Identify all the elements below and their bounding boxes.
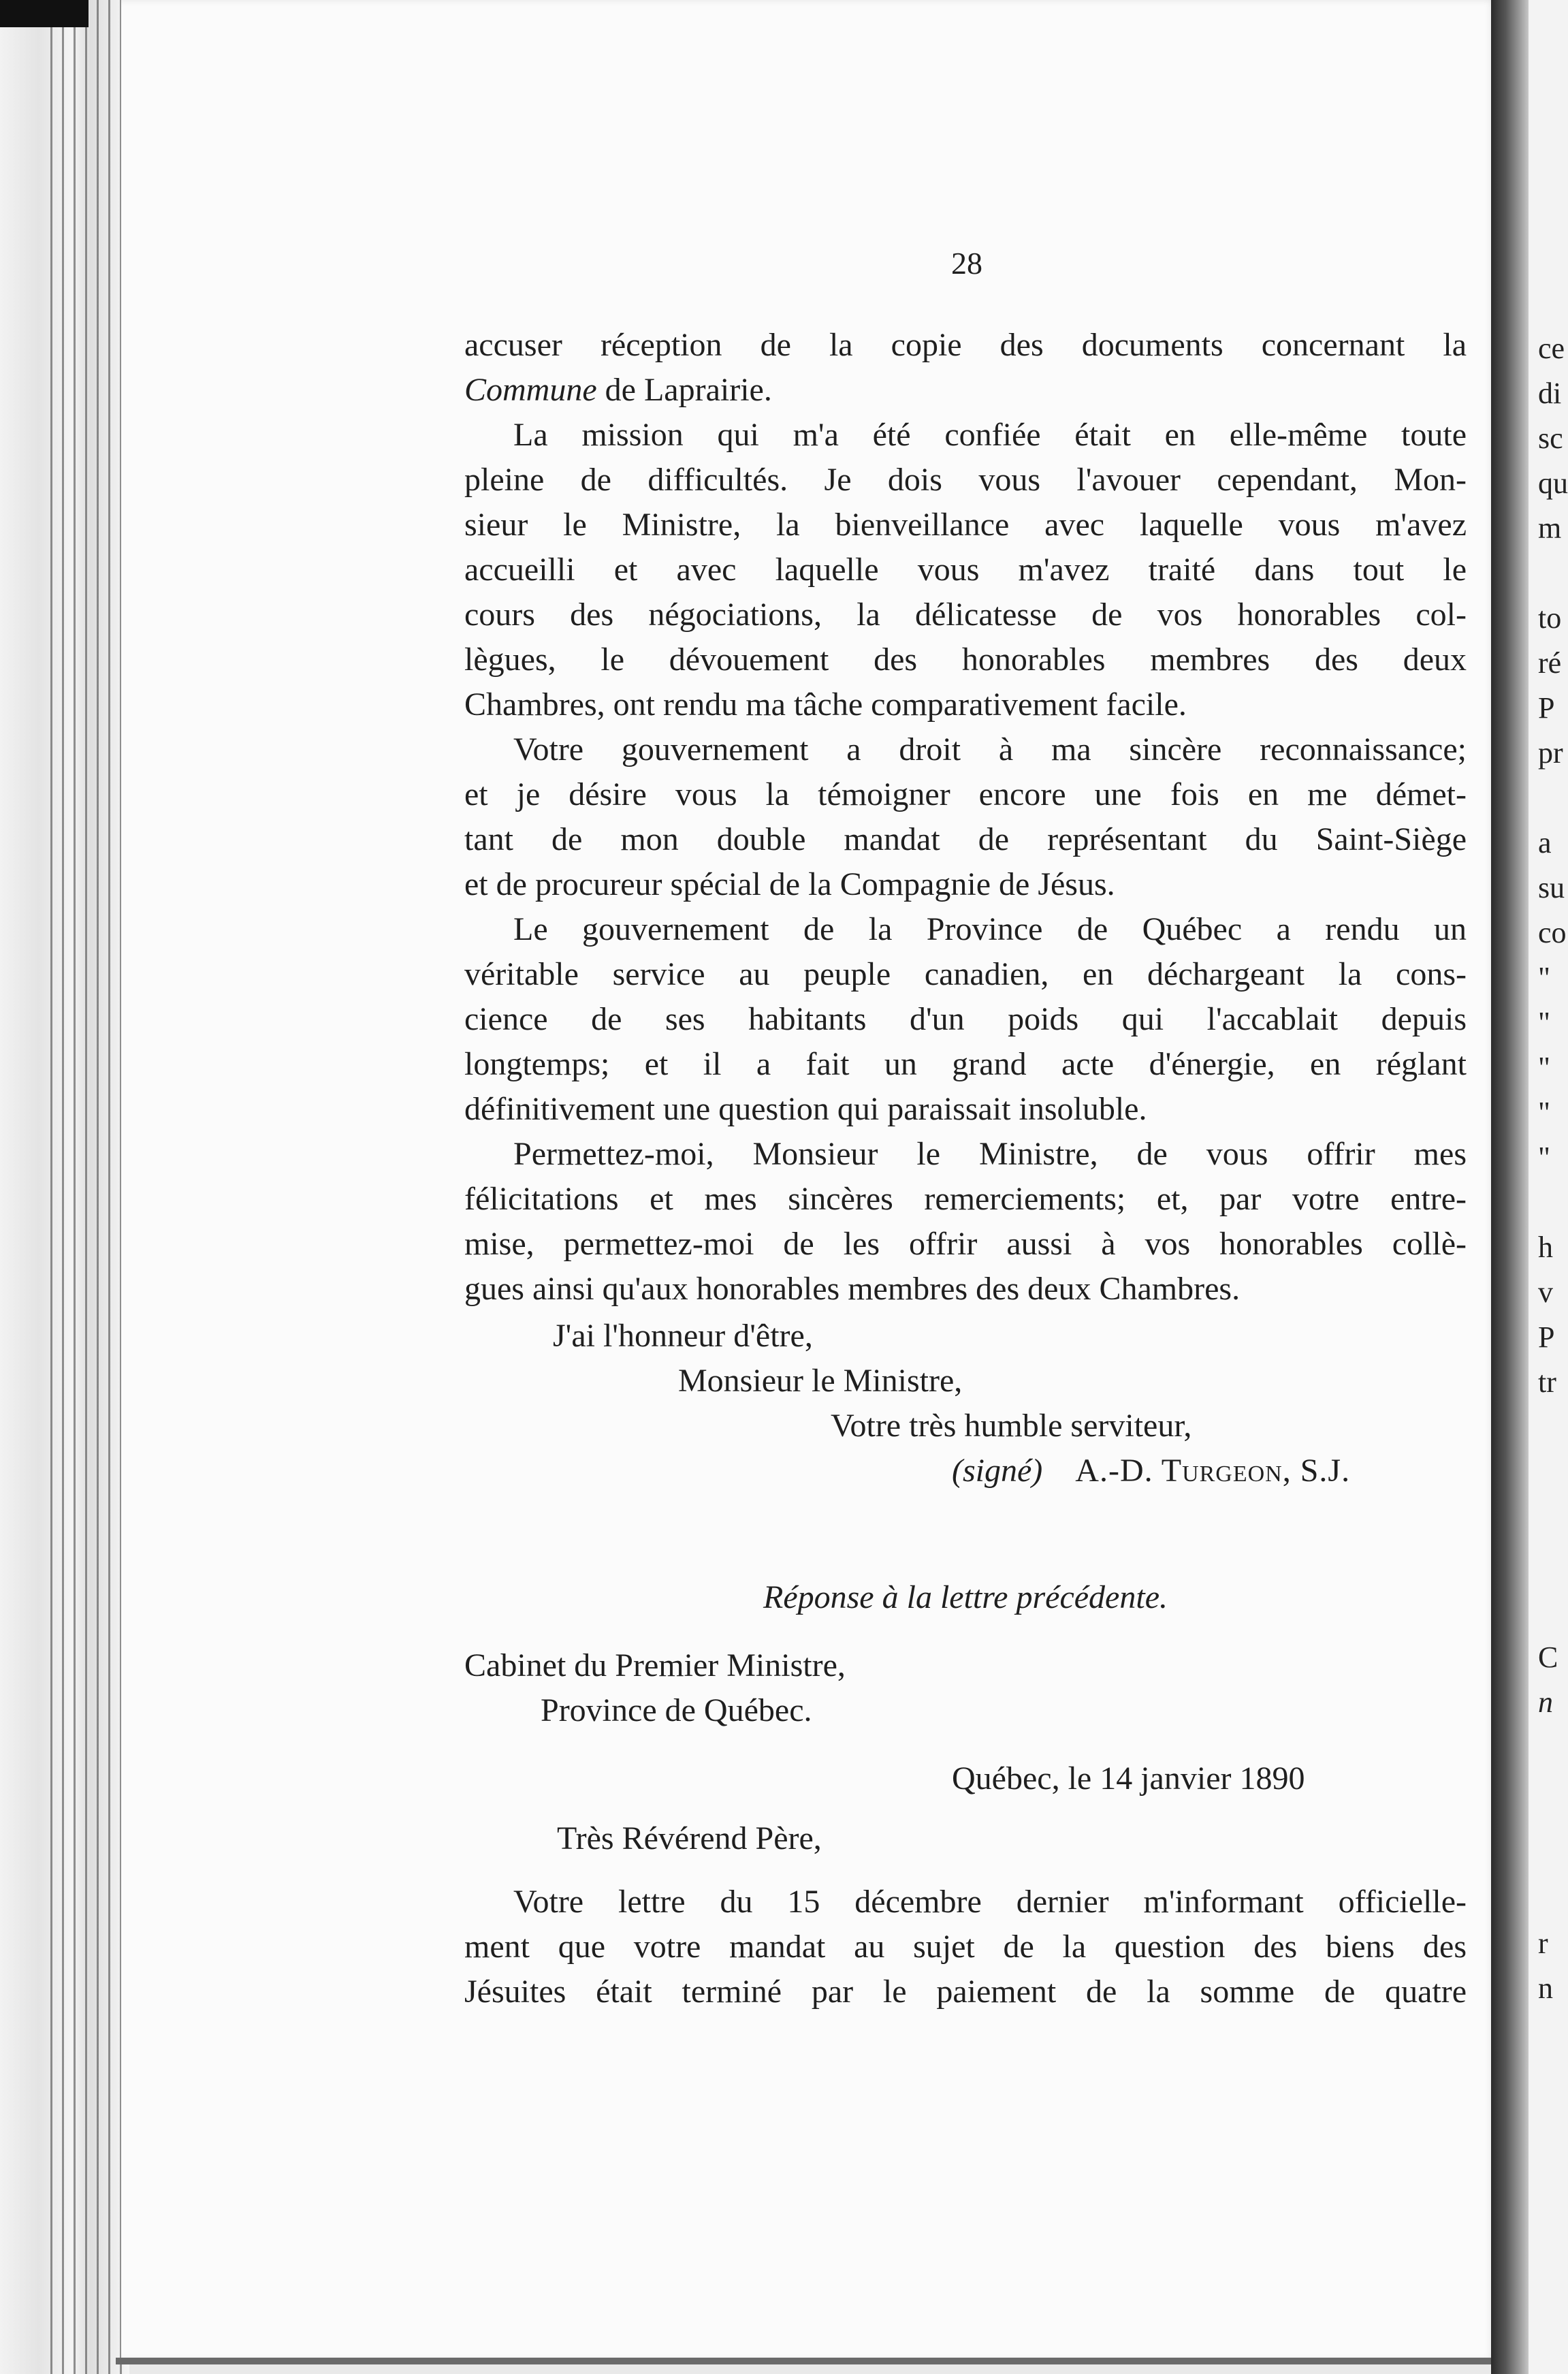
page-bottom-edge [116,2358,1505,2364]
adjacent-fragment: di [1538,377,1562,410]
page-stack-lines [41,0,123,2374]
text-line: tant de mon double mandat de représentant du Saint-Siège [464,821,1467,857]
adjacent-fragment: " [1538,1051,1550,1084]
adjacent-fragment: " [1538,961,1550,994]
adjacent-fragment: P [1538,1320,1555,1354]
text-line: cours des négociations, la délicatesse de vos honorables col- [464,597,1467,633]
closing-greeting: J'ai l'honneur d'être, [553,1318,813,1354]
text-line: cience de ses habitants d'un poids qui l'accablait depuis [464,1001,1467,1037]
text-line: Commune de Laprairie. [464,372,772,408]
text-line: lègues, le dévouement des honorables membres des deux [464,642,1467,678]
adjacent-fragment: to [1538,601,1562,635]
text-line: ment que votre mandat au sujet de la question des biens des [464,1929,1467,1965]
scan-corner [0,0,89,27]
reply-heading: Réponse à la lettre précédente. [763,1579,1168,1615]
adjacent-fragment: ré [1538,646,1562,680]
text-line: véritable service au peuple canadien, en déchargeant la cons- [464,956,1467,992]
adjacent-fragment: m [1538,511,1562,545]
adjacent-fragment: v [1538,1276,1553,1309]
closing-salutation: Monsieur le Ministre, [678,1363,963,1399]
text-line: et de procureur spécial de la Compagnie de Jésus. [464,866,1115,902]
office-line-1: Cabinet du Premier Ministre, [464,1647,846,1683]
signature-line [952,1452,1350,1489]
text-line: Permettez-moi, Monsieur le Ministre, de vous offrir mes [513,1136,1467,1172]
adjacent-fragment: a [1538,826,1552,859]
office-line-2: Province de Québec. [541,1692,812,1728]
adjacent-fragment: pr [1538,736,1563,770]
reply-body [464,1880,1467,2014]
text-line: Votre gouvernement a droit à ma sincère reconnaissance; [513,731,1467,767]
adjacent-fragment: h [1538,1231,1553,1264]
text-line: gues ainsi qu'aux honorables membres des deux Chambres. [464,1271,1241,1307]
page-number: 28 [951,246,982,281]
reply-salutation: Très Révérend Père, [557,1820,822,1856]
adjacent-fragment: C [1538,1641,1558,1674]
text-line: accueilli et avec laquelle vous m'avez traité dans tout le [464,552,1467,588]
text-line: La mission qui m'a été confiée était en elle-même toute [513,417,1467,453]
date-line: Québec, le 14 janvier 1890 [952,1760,1305,1797]
adjacent-fragment: n [1538,1685,1553,1719]
closing-servant: Votre très humble serviteur, [831,1408,1192,1444]
adjacent-fragment: n [1538,1972,1553,2005]
adjacent-fragment: " [1538,1141,1550,1174]
signed-note: (signé) [952,1453,1043,1489]
text-line: félicitations et mes sincères remerciements; et, par votre entre- [464,1181,1467,1217]
adjacent-fragment: su [1538,871,1565,904]
text-line: longtemps; et il a fait un grand acte d'énergie, en réglant [464,1046,1467,1082]
adjacent-fragment: P [1538,691,1555,725]
adjacent-fragment: co [1538,916,1567,949]
text-line: mise, permettez-moi de les offrir aussi à vos honorables collè- [464,1226,1467,1262]
adjacent-fragment: r [1538,1927,1548,1960]
adjacent-page [1529,0,1568,2374]
text-line: Jésuites était terminé par le paiement de la somme de quatre [464,1974,1467,2010]
adjacent-fragment: qu [1538,466,1568,500]
text-line: Le gouvernement de la Province de Québec a rendu un [513,911,1467,947]
adjacent-fragment: " [1538,1006,1550,1039]
adjacent-fragment: sc [1538,422,1563,455]
letter-body [464,323,1467,1312]
adjacent-fragment: ce [1538,332,1565,365]
book-gutter [1491,0,1532,2374]
adjacent-fragment: tr [1538,1365,1556,1399]
text-line: Votre lettre du 15 décembre dernier m'informant officielle- [513,1884,1467,1920]
text-line: sieur le Ministre, la bienveillance avec laquelle vous m'avez [464,507,1467,543]
text-line: définitivement une question qui paraissait insoluble. [464,1091,1147,1127]
text-line: accuser réception de la copie des documents concernant la [464,327,1467,363]
signer-name: A.-D. Turgeon, S.J. [1075,1453,1351,1489]
text-line: et je désire vous la témoigner encore une fois en me démet- [464,776,1467,812]
text-line: Chambres, ont rendu ma tâche comparativement facile. [464,686,1187,723]
italic-term: Commune [464,372,597,408]
adjacent-fragment: " [1538,1096,1550,1129]
text-line: pleine de difficultés. Je dois vous l'avouer cependant, Mon- [464,462,1467,498]
